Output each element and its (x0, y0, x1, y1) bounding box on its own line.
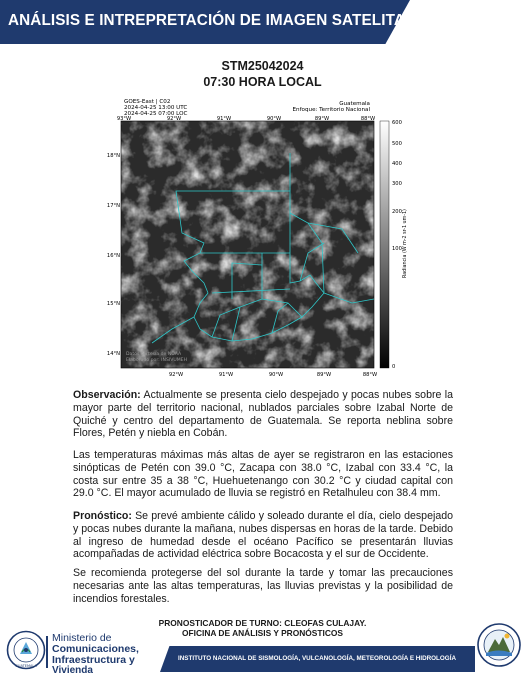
lon-tick-top: 88°W (360, 116, 376, 122)
lon-tick-bottom: 89°W (316, 372, 332, 378)
ministry-line-3: Infraestructura y (52, 654, 135, 666)
recommendation-paragraph: Se recomienda protegerse del sol durante la tarde y tomar las precauciones necesarias ante las altas temperaturas, las lluvias previstas y la posibilidad de incendios forestales. (73, 567, 453, 605)
forecast-label: Pronóstico: (73, 510, 132, 522)
lat-tick: 16°N (106, 253, 120, 259)
seal-text: GUATEMALA (15, 664, 37, 668)
lat-tick: 14°N (106, 351, 120, 357)
forecast-paragraph (73, 510, 453, 561)
satellite-image (106, 93, 412, 378)
image-info-1: GOES-East | C02 (124, 99, 171, 105)
colorbar-label: Radiancia (W m-2 sr-1 um-1) (403, 209, 408, 278)
guatemala-seal-icon (6, 630, 46, 670)
lat-tick: 15°N (106, 301, 120, 307)
document-time: 07:30 HORA LOCAL (203, 75, 322, 89)
observation-text: Actualmente se presenta cielo despejado y pocas nubes sobre la mayor parte del territorio nacional, nublados parciales sobre Izabal Norte de Quiché y centro del departamento de Guatemala. Se reporta neblina sobre Flores, Petén y niebla en Cobán. (73, 389, 453, 440)
lon-tick-bottom: 88°W (362, 372, 378, 378)
observation-label: Observación: (73, 389, 141, 401)
insivumeh-logo-icon (476, 622, 522, 668)
lon-tick-top: 90°W (266, 116, 282, 122)
lat-tick: 17°N (106, 203, 120, 209)
ministry-divider (46, 636, 48, 668)
lat-tick: 18°N (106, 153, 120, 159)
page-title: ANÁLISIS E INTREPRETACIÓN DE IMAGEN SATELITAL (8, 12, 415, 29)
colorbar (380, 121, 389, 368)
cloud-field (121, 121, 374, 368)
image-focus: Enfoque: Territorio Nacional (292, 107, 370, 113)
colorbar-tick: 0 (392, 364, 396, 370)
ministry-line-2: Comunicaciones, (52, 643, 139, 655)
colorbar-tick: 400 (392, 161, 402, 167)
colorbar-tick: 300 (392, 181, 402, 187)
colorbar-tick: 600 (392, 120, 402, 126)
lon-tick-top: 93°W (116, 116, 132, 122)
office-name: OFICINA DE ANÁLISIS Y PRONÓSTICOS (181, 628, 343, 638)
lon-tick-bottom: 92°W (168, 372, 184, 378)
lon-tick-bottom: 90°W (268, 372, 284, 378)
document-id: STM25042024 (221, 59, 304, 73)
colorbar-tick: 100 (392, 246, 402, 252)
ministry-line-1: Ministerio de (52, 632, 112, 644)
image-region: Guatemala (339, 101, 370, 107)
ministry-line-4: Vivienda (52, 665, 93, 676)
forecast-text: Se prevé ambiente cálido y soleado durante el día, cielo despejado y pocas nubes durante la mañana, nubes dispersas en horas de la tarde. Debido al ingreso de humedad desde el océano Pacífico se presentarán lluvias acompañadas de actividad eléctrica sobre Bocacosta y el sur de Occidente. (73, 510, 453, 561)
image-credit-2: Elaborado por: INSIVUMEH (126, 358, 188, 363)
colorbar-tick: 500 (392, 141, 402, 147)
colorbar-tick: 200 (392, 209, 402, 215)
lon-tick-bottom: 91°W (218, 372, 234, 378)
temperature-paragraph: Las temperaturas máximas más altas de ayer se registraron en las estaciones sinópticas de Petén con 39.0 °C, Zacapa con 38.0 °C, Izabal con 33.4 °C, la costa sur entre 35 a 38 °C, Huehuetenango con 30.2 °C y ciudad capital con 29.0 °C. El mayor acumulado de lluvia se registró en Retalhuleu con 38.4 mm. (73, 449, 453, 500)
lon-tick-top: 91°W (216, 116, 232, 122)
institute-name: INSTITUTO NACIONAL DE SISMOLOGÍA, VULCANOLOGÍA, METEOROLOGÍA E HIDROLOGÍA (178, 655, 457, 662)
lon-tick-top: 89°W (314, 116, 330, 122)
observation-paragraph (73, 389, 453, 440)
forecaster-name: PRONOSTICADOR DE TURNO: CLEOFAS CULAJAY. (158, 618, 367, 628)
image-info-2: 2024-04-25 13:00 UTC (124, 105, 188, 111)
image-info-3: 2024-04-25 07:00 LOC (124, 111, 188, 117)
image-credit-1: Datos cortesía de NOAA (126, 352, 182, 357)
lon-tick-top: 92°W (166, 116, 182, 122)
